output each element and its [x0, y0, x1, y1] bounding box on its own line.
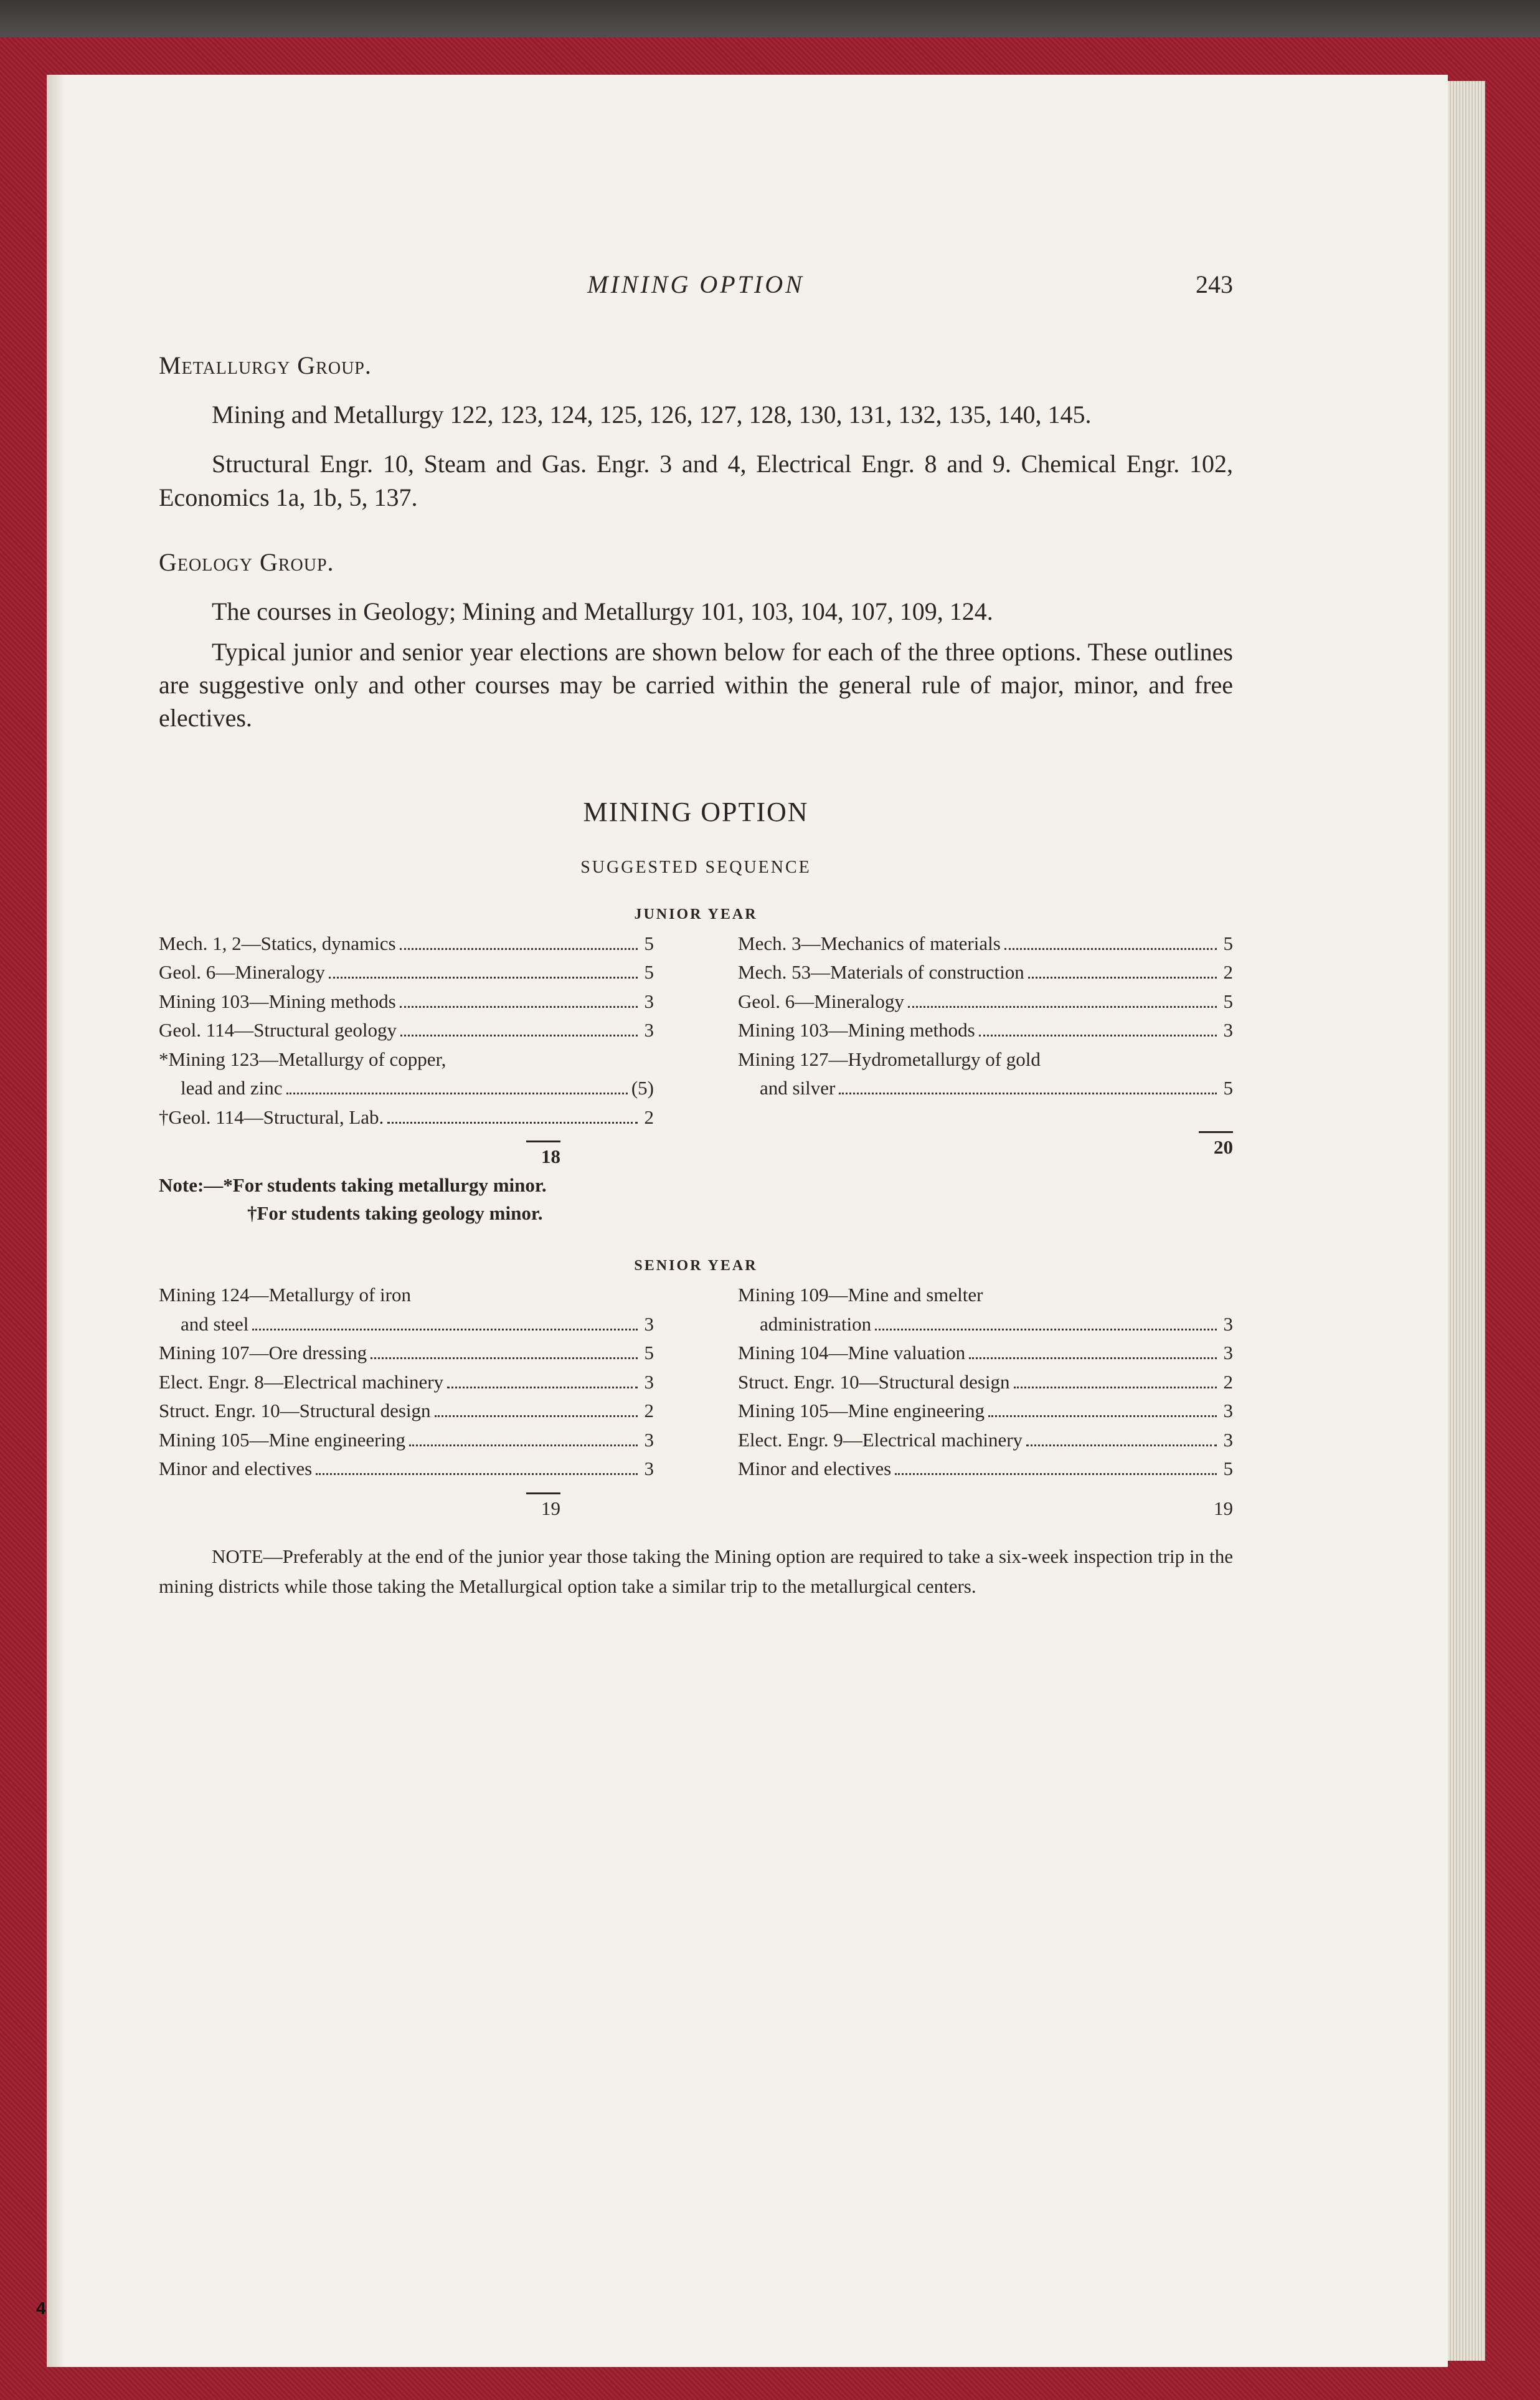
dot-leader — [1028, 964, 1217, 979]
course-name: Mech. 3—Mechanics of materials — [738, 932, 1001, 954]
senior-right-total: 19 — [1214, 1497, 1233, 1519]
course-name: Geol. 6—Mineralogy — [738, 990, 904, 1012]
course-name: Mech. 53—Materials of construction — [738, 961, 1024, 984]
course-row — [159, 1454, 654, 1484]
metallurgy-group-heading: Metallurgy Group. — [159, 351, 372, 379]
dot-leader — [1004, 934, 1217, 950]
junior-right-total: 20 — [1214, 1136, 1233, 1158]
course-row — [159, 1368, 654, 1397]
course-row — [738, 1016, 1233, 1045]
dot-leader — [387, 1108, 638, 1124]
course-credits: 2 — [1223, 1370, 1233, 1393]
course-row — [159, 1426, 654, 1455]
course-name: Mining 104—Mine valuation — [738, 1342, 966, 1364]
junior-left-total: 18 — [541, 1145, 560, 1168]
dot-leader — [895, 1460, 1217, 1476]
course-name: Mining 127—Hydrometallurgy of gold — [738, 1048, 1041, 1070]
course-credits: 3 — [644, 1370, 654, 1393]
course-name: *Mining 123—Metallurgy of copper, — [159, 1048, 446, 1070]
dot-leader — [286, 1079, 628, 1095]
junior-year-heading: JUNIOR YEAR — [634, 906, 758, 923]
course-row — [159, 929, 654, 959]
course-credits: 5 — [644, 961, 654, 984]
dot-leader — [400, 934, 638, 950]
course-row — [159, 1281, 654, 1310]
page-number: 243 — [1196, 270, 1233, 298]
running-title: MINING OPTION — [587, 270, 805, 298]
course-row — [738, 1074, 1233, 1103]
dot-leader — [316, 1460, 638, 1476]
course-credits: 5 — [1223, 1458, 1233, 1480]
dot-leader — [875, 1315, 1217, 1330]
course-name: Mining 107—Ore dressing — [159, 1342, 367, 1364]
course-row — [738, 1281, 1233, 1310]
course-name: Mining 105—Mine engineering — [159, 1428, 406, 1451]
course-name: Struct. Engr. 10—Structural design — [159, 1400, 431, 1422]
course-name: and steel — [181, 1312, 249, 1335]
course-name: †Geol. 114—Structural, Lab. — [159, 1106, 384, 1128]
course-name: and silver — [760, 1077, 836, 1099]
junior-notes — [159, 1172, 1233, 1228]
course-row — [738, 958, 1233, 987]
section-subtitle: SUGGESTED SEQUENCE — [580, 857, 811, 877]
course-row — [159, 987, 654, 1017]
course-credits: 3 — [1223, 1019, 1233, 1041]
course-name: Elect. Engr. 9—Electrical machinery — [738, 1428, 1023, 1451]
course-credits: 3 — [644, 1458, 654, 1480]
dot-leader — [329, 964, 638, 979]
course-credits: 5 — [1223, 990, 1233, 1012]
course-row — [159, 1339, 654, 1368]
course-row — [738, 1368, 1233, 1397]
course-row — [159, 1397, 654, 1426]
junior-left-column — [159, 929, 654, 1172]
course-credits: 3 — [1223, 1312, 1233, 1335]
dot-leader — [400, 992, 638, 1008]
page-edges — [1448, 81, 1485, 2361]
course-row — [738, 1045, 1233, 1074]
course-credits: 5 — [1223, 1077, 1233, 1099]
dot-leader — [839, 1079, 1217, 1095]
course-row — [159, 1016, 654, 1045]
course-credits: 3 — [1223, 1342, 1233, 1364]
course-credits: 5 — [644, 1342, 654, 1364]
dot-leader — [979, 1022, 1217, 1037]
dot-leader — [252, 1315, 638, 1330]
course-name: Mech. 1, 2—Statics, dynamics — [159, 932, 396, 954]
senior-year-heading: SENIOR YEAR — [634, 1257, 758, 1274]
course-credits: 3 — [644, 990, 654, 1012]
course-name: Geol. 6—Mineralogy — [159, 961, 325, 984]
course-name: Mining 124—Metallurgy of iron — [159, 1284, 411, 1306]
inspection-trip-note: NOTE—Preferably at the end of the junior year those taking the Mining option are required to take a six-week inspection trip in the mining districts while those taking the Metallurgical option take a similar trip to the metallurgical centers. — [159, 1545, 1233, 1598]
course-row — [159, 1045, 654, 1074]
course-name: Minor and electives — [738, 1458, 892, 1480]
typical-elections-text: Typical junior and senior year elections are shown below for each of the three options. These outlines are suggestive only and other courses may be carried within the general rule of major, minor, and free electives. — [159, 638, 1233, 732]
junior-right-column — [738, 929, 1233, 1172]
dot-leader — [1014, 1373, 1217, 1388]
course-row — [159, 1310, 654, 1339]
course-name: Minor and electives — [159, 1458, 313, 1480]
course-name: Geol. 114—Structural geology — [159, 1019, 397, 1041]
course-row — [738, 1310, 1233, 1339]
note-line-2: †For students taking geology minor. — [247, 1202, 543, 1224]
course-credits: 2 — [1223, 961, 1233, 984]
course-credits: (5) — [631, 1077, 654, 1099]
dot-leader — [447, 1373, 638, 1388]
course-credits: 2 — [644, 1106, 654, 1128]
metallurgy-courses-1: Mining and Metallurgy 122, 123, 124, 125, 126, 127, 128, 130, 131, 132, 135, 140, 145. — [212, 401, 1092, 429]
course-name: Mining 103—Mining methods — [738, 1019, 975, 1041]
course-credits: 3 — [644, 1019, 654, 1041]
dot-leader — [400, 1022, 638, 1037]
senior-year-table — [159, 1281, 1233, 1523]
course-credits: 3 — [1223, 1428, 1233, 1451]
course-credits: 3 — [1223, 1400, 1233, 1422]
section-title: MINING OPTION — [583, 797, 809, 828]
senior-left-total: 19 — [541, 1497, 560, 1519]
geology-group-heading: Geology Group. — [159, 548, 334, 576]
course-name: Struct. Engr. 10—Structural design — [738, 1370, 1010, 1393]
note-line-1: Note:—*For students taking metallurgy minor. — [159, 1174, 547, 1196]
course-name: Mining 109—Mine and smelter — [738, 1284, 983, 1306]
course-row — [738, 1426, 1233, 1455]
dot-leader — [435, 1402, 638, 1418]
course-name: administration — [760, 1312, 872, 1335]
course-row — [738, 1454, 1233, 1484]
course-name: Mining 105—Mine engineering — [738, 1400, 985, 1422]
geology-courses: The courses in Geology; Mining and Metallurgy 101, 103, 104, 107, 109, 124. — [212, 597, 993, 625]
page-gutter — [47, 75, 65, 2367]
course-credits: 5 — [1223, 932, 1233, 954]
page-content — [159, 268, 1233, 1601]
dot-leader — [908, 992, 1217, 1008]
corner-mark: 4 — [36, 2298, 46, 2318]
course-name: lead and zinc — [181, 1077, 283, 1099]
course-name: Mining 103—Mining methods — [159, 990, 396, 1012]
dot-leader — [1026, 1431, 1217, 1446]
course-credits: 2 — [644, 1400, 654, 1422]
page-header — [159, 268, 1233, 305]
senior-right-column — [738, 1281, 1233, 1523]
course-row — [159, 958, 654, 987]
dot-leader — [988, 1402, 1217, 1418]
course-row — [738, 1339, 1233, 1368]
senior-left-column — [159, 1281, 654, 1523]
course-credits: 5 — [644, 932, 654, 954]
course-row — [159, 1074, 654, 1103]
metallurgy-courses-2: Structural Engr. 10, Steam and Gas. Engr. 3 and 4, Electrical Engr. 8 and 9. Chemical Engr. 102, Economics 1a, 1b, 5, 137. — [159, 450, 1233, 511]
course-credits: 3 — [644, 1428, 654, 1451]
course-name: Elect. Engr. 8—Electrical machinery — [159, 1370, 444, 1393]
course-row — [738, 987, 1233, 1017]
junior-year-table — [159, 929, 1233, 1172]
course-credits: 3 — [644, 1312, 654, 1335]
dot-leader — [969, 1344, 1217, 1360]
course-row — [738, 929, 1233, 959]
dot-leader — [371, 1344, 638, 1360]
course-row — [159, 1103, 654, 1132]
course-row — [738, 1397, 1233, 1426]
dot-leader — [409, 1431, 638, 1446]
